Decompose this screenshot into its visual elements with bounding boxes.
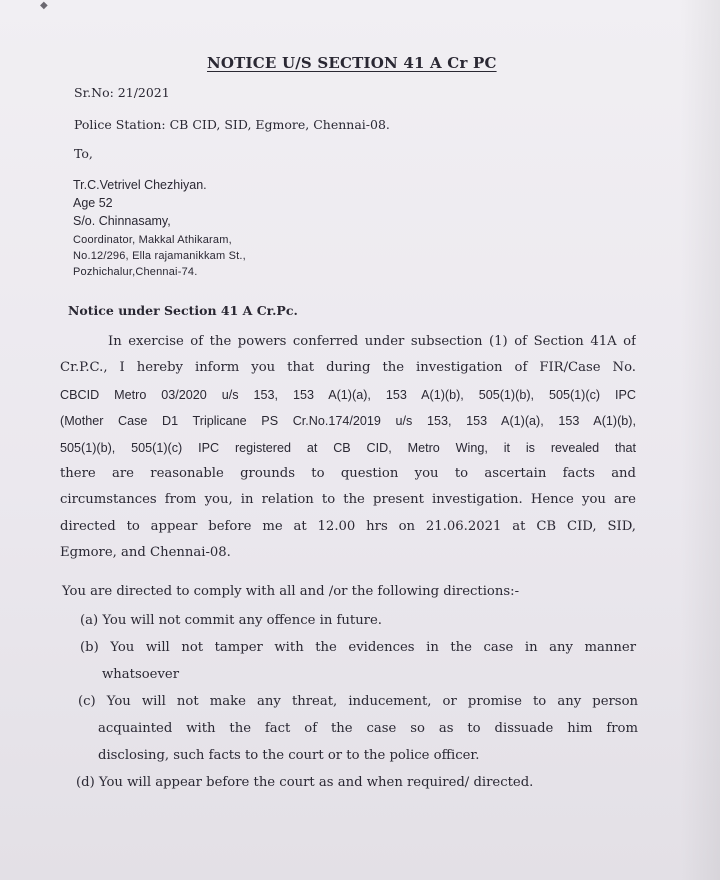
- direction-b-line1: (b) You will not tamper with the evidences in the case in any manner: [80, 640, 636, 655]
- direction-c: [78, 688, 638, 769]
- police-station: Police Station: CB CID, SID, Egmore, Chennai-08.: [74, 117, 390, 132]
- direction-c-line3: disclosing, such facts to the court or to the police officer.: [98, 748, 480, 763]
- body-line: circumstances from you, in relation to the present investigation. Hence you are: [60, 492, 636, 508]
- addressee-address-line2: Pozhichalur,Chennai-74.: [73, 266, 198, 278]
- notice-title: NOTICE U/S SECTION 41 A Cr PC: [207, 54, 497, 72]
- direction-c-line2: acquainted with the fact of the case so as to dissuade him from: [98, 721, 638, 736]
- addressee-age: Age 52: [73, 196, 113, 210]
- direction-b: [80, 634, 636, 688]
- body-line: Egmore, and Chennai-08.: [60, 545, 231, 561]
- body-line: directed to appear before me at 12.00 hrs on 21.06.2021 at CB CID, SID,: [60, 518, 636, 534]
- body-line: 505(1)(b), 505(1)(c) IPC registered at CB CID, Metro Wing, it is revealed that: [60, 440, 636, 455]
- notice-body: [60, 329, 636, 567]
- directions-intro: You are directed to comply with all and /or the following directions:-: [62, 584, 520, 599]
- body-line: (Mother Case D1 Triplicane PS Cr.No.174/2019 u/s 153, 153 A(1)(a), 153 A(1)(b),: [60, 414, 636, 429]
- direction-d: [76, 769, 596, 796]
- to-label: To,: [74, 146, 93, 161]
- corner-mark: ◆: [40, 0, 48, 11]
- body-line: In exercise of the powers conferred under subsection (1) of Section 41A of: [108, 334, 636, 349]
- paper-edge-shadow: [680, 0, 720, 880]
- addressee-name: Tr.C.Vetrivel Chezhiyan.: [73, 178, 207, 192]
- body-line: there are reasonable grounds to question you to ascertain facts and: [60, 466, 636, 482]
- direction-c-line1: (c) You will not make any threat, inducement, or promise to any person: [78, 694, 638, 709]
- body-line: Cr.P.C., I hereby inform you that during the investigation of FIR/Case No.: [60, 360, 636, 376]
- body-line: CBCID Metro 03/2020 u/s 153, 153 A(1)(a), 153 A(1)(b), 505(1)(b), 505(1)(c) IPC: [60, 387, 636, 402]
- direction-a: [80, 607, 580, 634]
- addressee-address-line1: No.12/296, Ella rajamanikkam St.,: [73, 250, 246, 262]
- direction-d-text: (d) You will appear before the court as and when required/ directed.: [76, 775, 534, 790]
- direction-b-line2: whatsoever: [102, 667, 180, 682]
- addressee-designation: Coordinator, Makkal Athikaram,: [73, 234, 232, 246]
- addressee-relation: S/o. Chinnasamy,: [73, 214, 171, 228]
- serial-number: Sr.No: 21/2021: [74, 85, 170, 100]
- notice-subject: Notice under Section 41 A Cr.Pc.: [68, 303, 298, 318]
- direction-a-text: (a) You will not commit any offence in future.: [80, 613, 382, 628]
